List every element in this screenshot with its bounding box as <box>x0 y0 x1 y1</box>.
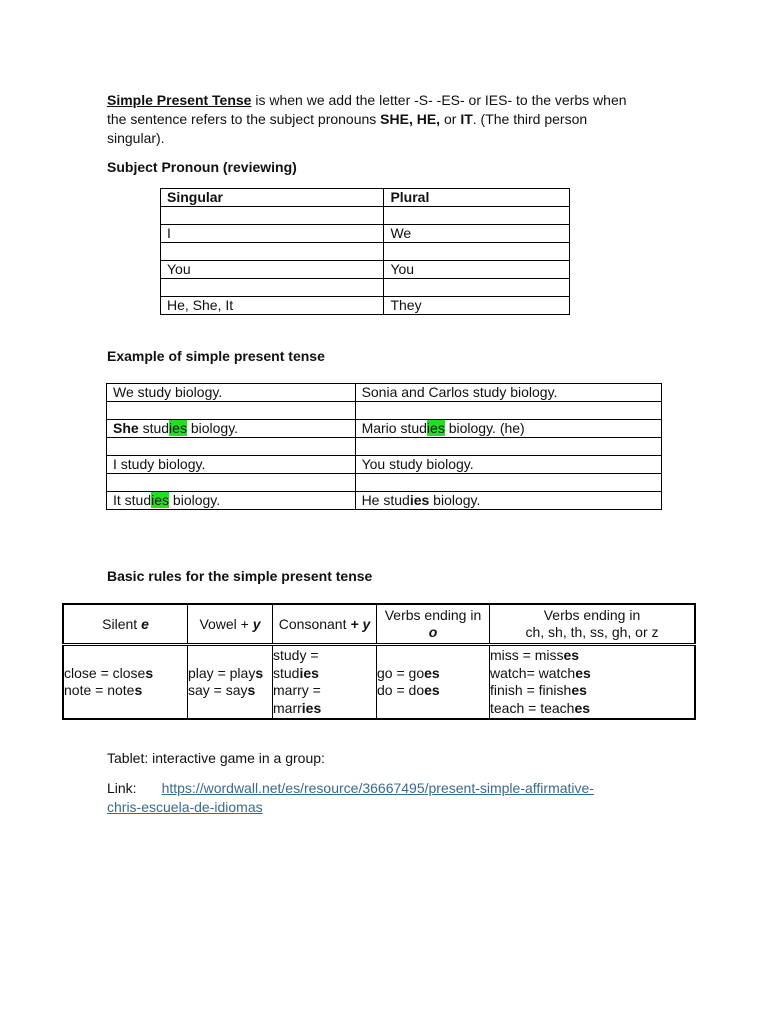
highlighted-suffix: ies <box>169 420 187 436</box>
table-row <box>161 261 570 279</box>
header-text: Silent <box>102 615 142 632</box>
rule-example: studies <box>273 664 319 681</box>
table-cell <box>355 420 661 438</box>
header-consonant-y <box>273 604 377 645</box>
link-block <box>107 779 667 817</box>
table-cell: You <box>384 261 570 279</box>
header-emphasis: + y <box>350 615 371 632</box>
example-rest: biology. (he) <box>444 420 525 436</box>
header-text: Vowel + <box>199 615 253 632</box>
table-row <box>161 225 570 243</box>
table-row <box>107 456 662 474</box>
empty-cell <box>355 474 661 492</box>
example-rest: biology. <box>169 492 221 508</box>
header-text: Verbs ending in <box>384 607 482 623</box>
table-row <box>107 420 662 438</box>
table-row-empty <box>107 438 662 456</box>
wordwall-link[interactable] <box>107 780 594 815</box>
rule-example: play = plays <box>188 664 264 681</box>
cell-ending-ch <box>490 645 696 720</box>
highlighted-suffix: ies <box>151 492 170 508</box>
cell-ending-o <box>377 645 490 720</box>
table-header-row <box>161 189 570 207</box>
rule-example: marry = <box>273 682 321 698</box>
intro-it: IT <box>460 111 473 127</box>
empty-cell <box>107 402 356 420</box>
example-stem: stud <box>138 420 170 436</box>
empty-cell <box>355 438 661 456</box>
examples-table <box>106 383 662 510</box>
cell-vowel-y <box>188 645 273 720</box>
rules-table <box>62 603 696 720</box>
table-row <box>107 384 662 402</box>
table-row <box>107 492 662 510</box>
empty-cell <box>107 474 356 492</box>
table-row-empty <box>161 207 570 225</box>
rule-example: miss = misses <box>490 647 580 663</box>
rule-example: close = closes <box>64 664 154 681</box>
table-cell: Sonia and Carlos study biology. <box>355 384 661 402</box>
table-cell: You study biology. <box>355 456 661 474</box>
table-cell: He, She, It <box>161 297 384 315</box>
intro-text-2: or <box>440 111 461 127</box>
example-subject: She <box>113 420 139 436</box>
empty-cell <box>384 279 570 297</box>
table-cell: You <box>161 261 384 279</box>
empty-cell <box>384 243 570 261</box>
table-row-empty <box>161 243 570 261</box>
bold-suffix: ies <box>409 492 430 508</box>
example-stem: Mario stud <box>361 420 427 436</box>
rule-example: watch= watches <box>490 664 591 681</box>
header-text: ch, sh, th, ss, gh, or z <box>525 624 659 640</box>
table-row <box>161 297 570 315</box>
table-row-empty <box>107 402 662 420</box>
table-cell: They <box>384 297 570 315</box>
intro-text-3: . (The third person singular). <box>107 111 588 146</box>
link-text-line2[interactable]: chris-escuela-de-idiomas <box>107 799 263 815</box>
link-text-line1[interactable]: https://wordwall.net/es/resource/36667495/present-simple-affirmative- <box>161 780 594 796</box>
table-row-empty <box>161 279 570 297</box>
rule-example: note = notes <box>64 682 143 698</box>
empty-cell <box>161 279 384 297</box>
table-cell: I study biology. <box>107 456 356 474</box>
header-silent-e <box>63 604 188 645</box>
link-label: Link: <box>107 780 137 796</box>
intro-paragraph <box>107 91 647 148</box>
rule-example: study = <box>273 647 319 663</box>
empty-cell <box>384 207 570 225</box>
example-stem: He stud <box>361 492 410 508</box>
highlighted-suffix: ies <box>426 420 445 436</box>
rules-heading: Basic rules for the simple present tense <box>107 568 373 584</box>
rule-example: marries <box>273 699 322 716</box>
intro-pronouns: SHE, HE, <box>380 111 441 127</box>
example-heading: Example of simple present tense <box>107 348 325 364</box>
empty-cell <box>355 402 661 420</box>
pronoun-table <box>160 188 570 315</box>
intro-title: Simple Present Tense <box>107 92 252 108</box>
header-plural: Plural <box>384 189 570 207</box>
rule-example: finish = finishes <box>490 682 587 698</box>
intro-text-1: is when we add the letter -S- -ES- or IES- to the verbs when the sentence refers to the subject pronouns <box>107 92 627 127</box>
cell-silent-e <box>63 645 188 720</box>
cell-consonant-y <box>273 645 377 720</box>
table-cell <box>107 420 356 438</box>
rule-example: do = does <box>377 682 440 698</box>
pronoun-heading: Subject Pronoun (reviewing) <box>107 159 297 175</box>
example-rest: biology. <box>186 420 239 436</box>
header-emphasis: e <box>141 615 149 632</box>
rule-example: say = says <box>188 682 256 698</box>
empty-cell <box>161 207 384 225</box>
header-text: Consonant <box>278 615 351 632</box>
header-emphasis: y <box>252 615 261 632</box>
empty-cell <box>161 243 384 261</box>
rule-example: teach = teaches <box>490 699 591 716</box>
table-cell <box>355 492 661 510</box>
table-cell: I <box>161 225 384 243</box>
example-rest: biology. <box>429 492 481 508</box>
example-stem: It stud <box>113 492 152 508</box>
table-cell <box>107 492 356 510</box>
rules-body-row <box>63 645 695 720</box>
header-text: Verbs ending in <box>543 607 641 623</box>
header-emphasis: o <box>428 624 438 640</box>
table-cell: We <box>384 225 570 243</box>
header-ending-o <box>377 604 490 645</box>
header-singular: Singular <box>161 189 384 207</box>
header-vowel-y <box>188 604 273 645</box>
rules-header-row <box>63 604 695 645</box>
tablet-text: Tablet: interactive game in a group: <box>107 750 325 766</box>
table-cell: We study biology. <box>107 384 356 402</box>
empty-cell <box>107 438 356 456</box>
rule-example: go = goes <box>377 664 440 681</box>
table-row-empty <box>107 474 662 492</box>
header-ending-ch <box>490 604 696 645</box>
